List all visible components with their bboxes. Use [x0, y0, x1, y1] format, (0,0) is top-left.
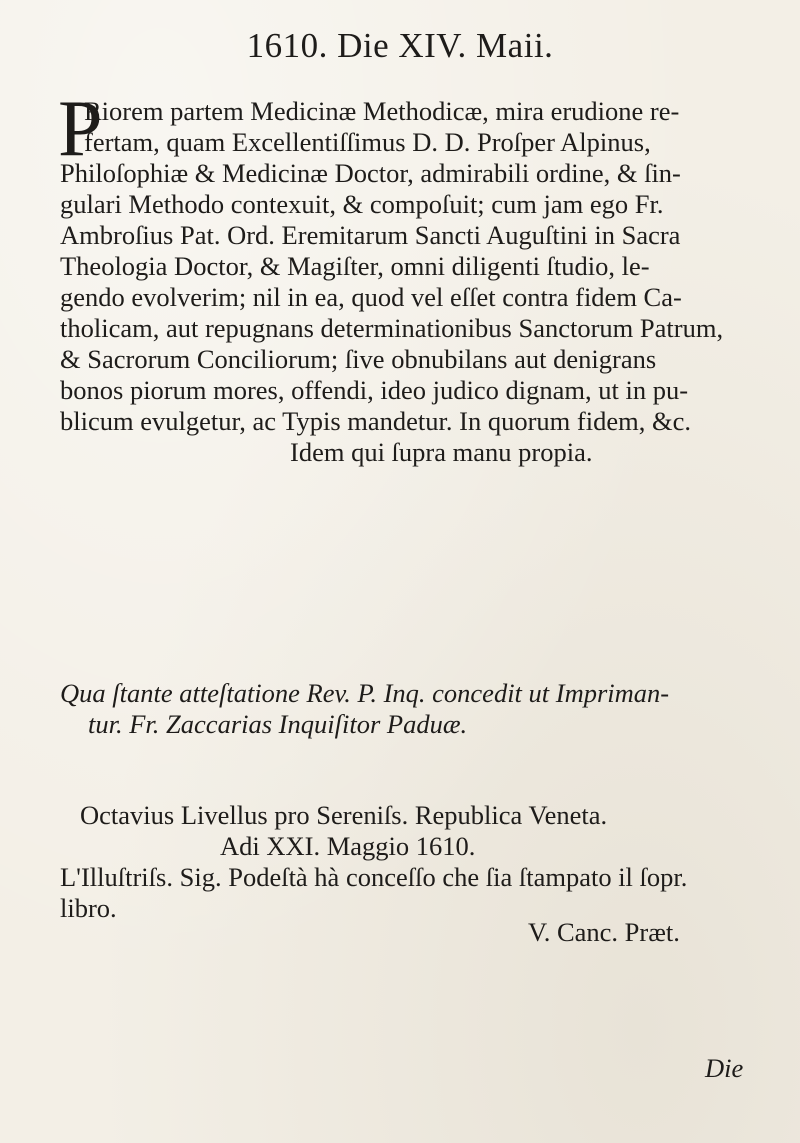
- venice-line: libro.: [60, 893, 117, 923]
- page-heading: 1610. Die XIV. Maii.: [246, 26, 554, 65]
- imprimatur-line: tur. Fr. Zaccarias Inquiſitor Paduæ.: [88, 709, 468, 739]
- imprimatur-line: Qua ſtante atteſtatione Rev. P. Inq. concedit ut Impriman-: [60, 678, 670, 708]
- approval-line: Ambroſius Pat. Ord. Eremitarum Sancti Auguſtini in Sacra: [60, 220, 681, 250]
- venice-license: [60, 800, 780, 924]
- chancellor-signature: V. Canc. Præt.: [528, 917, 680, 947]
- venice-line: Octavius Livellus pro Sereniſs. Republica Veneta.: [80, 800, 608, 830]
- approval-line: bonos piorum mores, offendi, ideo judico dignam, ut in pu-: [60, 375, 689, 405]
- venice-date: Adi XXI. Maggio 1610.: [220, 831, 476, 861]
- catchword: Die: [705, 1053, 744, 1083]
- approval-line: fertam, quam Excellentiſſimus D. D. Proſper Alpinus,: [84, 127, 651, 157]
- drop-cap: P: [58, 85, 103, 173]
- approval-signature: Idem qui ſupra manu propia.: [290, 437, 593, 467]
- approval-line: blicum evulgetur, ac Typis mandetur. In quorum fidem, &c.: [60, 406, 691, 436]
- approval-line: Theologia Doctor, & Magiſter, omni diligenti ſtudio, le-: [60, 251, 650, 281]
- approval-line: tholicam, aut repugnans determinationibus Sanctorum Patrum,: [60, 313, 724, 343]
- venice-line: L'Illuſtriſs. Sig. Podeſtà hà conceſſo che ſia ſtampato il ſopr.: [60, 862, 688, 892]
- approval-line: gulari Methodo contexuit, & compoſuit; cum jam ego Fr.: [60, 189, 664, 219]
- approval-line: Philoſophiæ & Medicinæ Doctor, admirabili ordine, & ſin-: [60, 158, 681, 188]
- imprimatur-block: [60, 676, 669, 738]
- approval-line: & Sacrorum Conciliorum; ſive obnubilans aut denigrans: [60, 344, 657, 374]
- approval-line: Riorem partem Medicinæ Methodicæ, mira erudione re-: [84, 96, 680, 126]
- approval-paragraph: [58, 85, 780, 437]
- approval-line: gendo evolverim; nil in ea, quod vel eſſet contra fidem Ca-: [60, 282, 682, 312]
